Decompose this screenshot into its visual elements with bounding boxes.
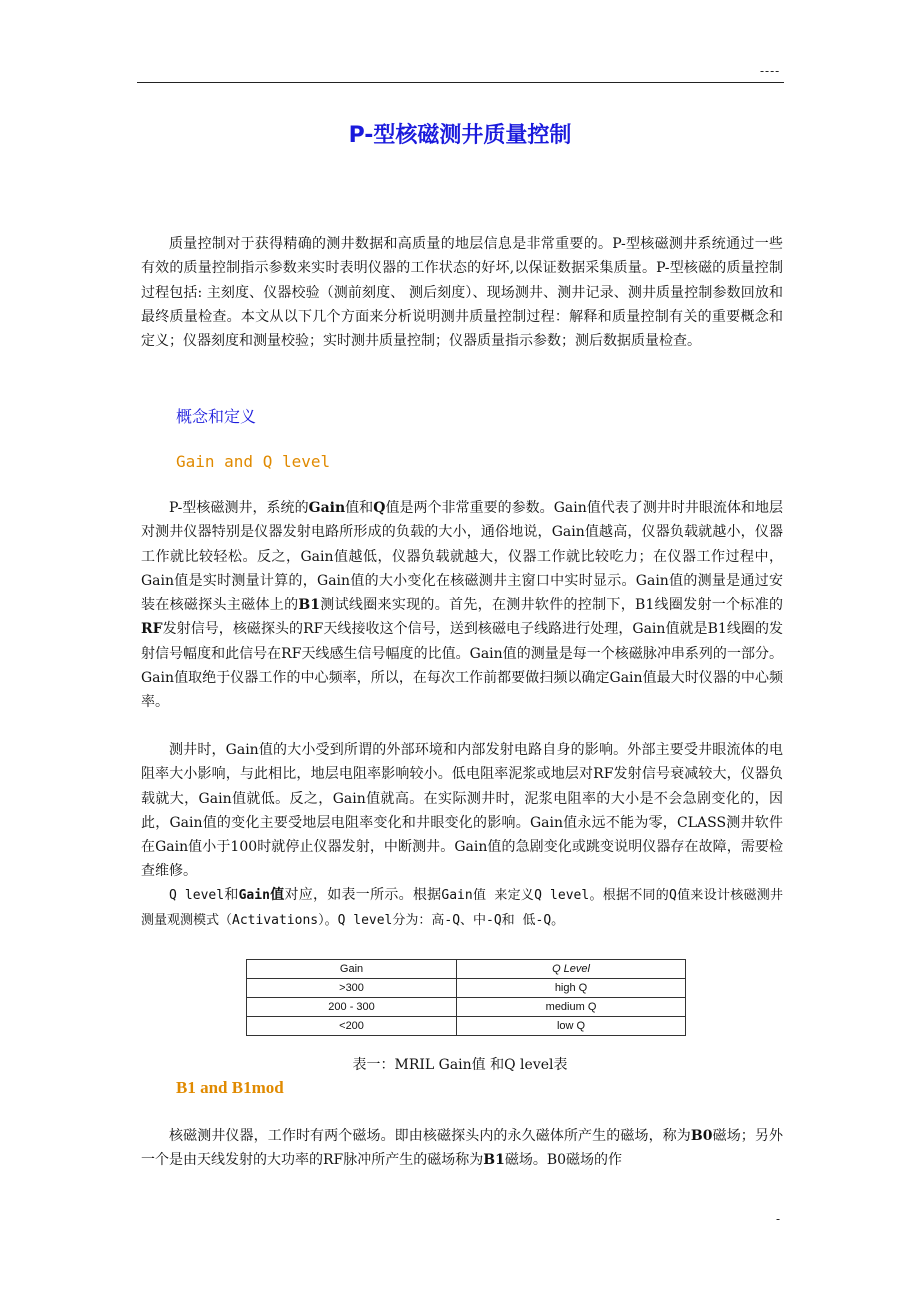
rf-term: RF xyxy=(141,621,163,638)
table-cell: low Q xyxy=(457,1017,686,1036)
header-mark: ---- xyxy=(760,64,781,78)
section-heading-concepts: 概念和定义 xyxy=(176,407,257,426)
qlevel-gain-term: Gain xyxy=(238,888,270,903)
table-cell: 200 - 300 xyxy=(247,998,457,1017)
footer-mark: - xyxy=(776,1212,781,1226)
qlevel-and: 和 xyxy=(224,887,239,903)
b1-text-3: 磁场。B0磁场的作 xyxy=(504,1152,623,1169)
qlevel-value-term: 值 xyxy=(269,887,285,903)
table-cell: high Q xyxy=(457,979,686,998)
page-title: P-型核磁测井质量控制 xyxy=(348,123,572,148)
section-heading-gain-q: Gain and Q level xyxy=(176,452,331,471)
gain-text-1: P-型核磁测井，系统的 xyxy=(169,500,309,516)
table-cell: >300 xyxy=(247,979,457,998)
table-cell: <200 xyxy=(247,1017,457,1036)
b0-term: B0 xyxy=(690,1128,713,1144)
gain-text-4: 测试线圈来实现的。首先，在测井软件的控制下，B1线圈发射一个标准的 xyxy=(319,597,783,614)
table-row xyxy=(247,998,686,1017)
b1-paragraph xyxy=(141,1124,783,1173)
header-rule xyxy=(137,82,784,83)
q-term: Q xyxy=(373,500,386,516)
gain-text-2: 值和 xyxy=(345,500,374,516)
b1-term: B1 xyxy=(298,597,320,614)
qlevel-text-1: 对应，如表一所示。根据 xyxy=(284,887,442,903)
b1-text-1: 核磁测井仪器，工作时有两个磁场。即由核磁探头内的永久磁体所产生的磁场，称为 xyxy=(169,1128,691,1144)
b1-text-2: 磁场；另外一个是由天线发射的大功率的RF脉冲所产生的磁场称为 xyxy=(141,1128,784,1169)
section-heading-b1: B1 and B1mod xyxy=(176,1078,284,1097)
gain-text-3: 值是两个非常重要的参数。Gain值代表了测井时井眼流体和地层对测井仪器特别是仪器发射电路所形成的负载的大小，通俗地说，Gain值越高，仪器负载就越小，仪器工作就比较轻松。反之，Gain值越低，仪器负载就越大，仪器工作就比较吃力；在仪器工作过程中，Gain值是实时测量计算的，Gain值的大小变化在核磁测井主窗口中实时显示。Gain值的测量是通过安装在核磁探头主磁体上的 xyxy=(141,500,784,614)
qlevel-term: Q level xyxy=(169,888,225,903)
table-caption: 表一：MRIL Gain值 和Q level表 xyxy=(352,1057,568,1073)
table-row xyxy=(247,1017,686,1036)
gain-paragraph xyxy=(141,496,783,715)
table-header-row xyxy=(247,960,686,979)
gain-text-5: 发射信号，核磁探头的RF天线接收这个信号，送到核磁电子线路进行处理，Gain值就是B1线圈的发射信号幅度和此信号在RF天线感生信号幅度的比值。Gain值的测量是每一个核磁脉冲串系列的一部分。Gain值取绝于仪器工作的中心频率，所以，在每次工作前都要做扫频以确定Gain值最大时仪器的中心频率。 xyxy=(141,621,783,711)
gain-qlevel-table xyxy=(246,959,686,1036)
intro-paragraph: 质量控制对于获得精确的测井数据和高质量的地层信息是非常重要的。P-型核磁测井系统通过一些有效的质量控制指示参数来实时表明仪器的工作状态的好坏,以保证数据采集质量。P-型核磁的质量控制过程包括: 主刻度、仪器校验（测前刻度、 测后刻度）、现场测井、测井记录、测井质量控制参数回放和最终质量检查。本文从以下几个方面来分析说明测井质量控制过程：解释和质量控制有关的重要概念和定义；仪器刻度和测量校验；实时测井质量控制；仪器质量指示参数；测后数据质量检查。 xyxy=(141,236,783,350)
qlevel-text-2: Gain值 来定义Q level。根据不同的Q值来设计核磁测井测量观测模式（Activations）。Q level分为：高-Q、中-Q和 低-Q。 xyxy=(141,888,784,929)
table-row xyxy=(247,979,686,998)
gain-term: Gain xyxy=(308,500,346,516)
qlevel-paragraph xyxy=(141,883,783,934)
table-header-qlevel: Q Level xyxy=(457,960,686,979)
table-header-gain: Gain xyxy=(247,960,457,979)
environment-paragraph: 测井时，Gain值的大小受到所谓的外部环境和内部发射电路自身的影响。外部主要受井眼流体的电阻率大小影响，与此相比，地层电阻率影响较小。低电阻率泥浆或地层对RF发射信号衰减较大，仪器负载就大，Gain值就低。反之，Gain值就高。在实际测井时，泥浆电阻率的大小是不会急剧变化的，因此，Gain值的变化主要受地层电阻率变化和井眼变化的影响。Gain值永远不能为零，CLASS测井软件在Gain值小于100时就停止仪器发射，中断测井。Gain值的急剧变化或跳变说明仪器存在故障，需要检查维修。 xyxy=(141,742,783,880)
b1-field-term: B1 xyxy=(483,1152,505,1169)
table-cell: medium Q xyxy=(457,998,686,1017)
